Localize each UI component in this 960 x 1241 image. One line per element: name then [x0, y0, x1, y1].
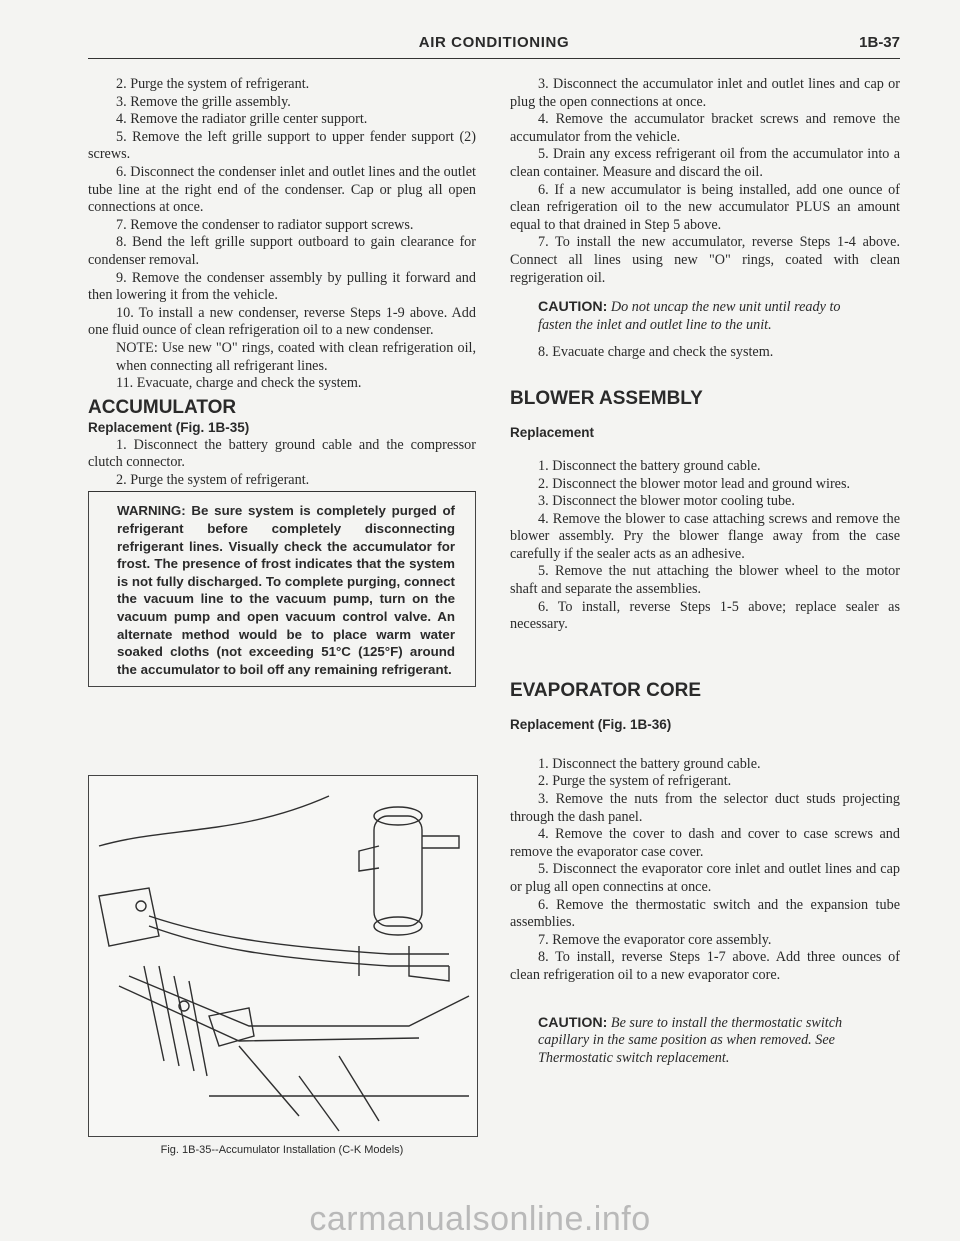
step: 11. Evacuate, charge and check the system.	[116, 375, 362, 392]
step: 5. Drain any excess refrigerant oil from the accumulator into a clean container. Measure and discard the oil.	[510, 146, 900, 180]
warning-box: WARNING: Be sure system is completely purged of refrigerant before completely disconnecting refrigerant lines. Visually check the accumulator for frost. The presence of frost indicates that the system is not fully discharged. To complete purging, connect the vacuum line to the vacuum pump, turn on the vacuum pump and open vacuum control valve. An alternate method would be to place warm water soaked cloths (not exceeding 51°C (125°F) around the accumulator to boil off any remaining refrigerant.	[88, 491, 476, 687]
step: 2. Disconnect the blower motor lead and ground wires.	[538, 475, 851, 492]
caution-note	[510, 1015, 900, 1068]
step: 5. Remove the nut attaching the blower wheel to the motor shaft and separate the assemblies.	[510, 563, 900, 598]
step: 1. Disconnect the battery ground cable.	[538, 755, 761, 772]
step: 8. To install, reverse Steps 1-7 above. Add three ounces of clean refrigeration oil to a new evaporator core.	[510, 949, 900, 983]
step: 6. If a new accumulator is being installed, add one ounce of clean refrigeration oil to the new accumulator PLUS an amount equal to that drained in Step 5 above.	[510, 181, 900, 233]
step: 6. To install, reverse Steps 1-5 above; replace sealer as necessary.	[510, 598, 900, 633]
step: 7. To install the new accumulator, reverse Steps 1-4 above. Connect all lines using new "O" rings, coated with clean regrigeration oil.	[510, 234, 900, 286]
figure-caption: Fig. 1B-35--Accumulator Installation (C-K Models)	[160, 1144, 404, 1156]
caution-note	[510, 299, 900, 334]
accumulator-figure	[88, 775, 478, 1137]
caution-text: Be sure to install the thermostatic switch capillary in the same position as when removed. See Thermostatic switch replacement.	[538, 1014, 843, 1066]
blower-heading: BLOWER ASSEMBLY	[510, 387, 703, 409]
right-column	[510, 76, 900, 1067]
caution-text: Do not uncap the new unit until ready to fasten the inlet and outlet line to the unit.	[538, 299, 841, 333]
step: 8. Evacuate charge and check the system.	[538, 344, 774, 361]
evaporator-heading: EVAPORATOR CORE	[510, 679, 702, 701]
step: 2. Purge the system of refrigerant.	[538, 773, 732, 790]
step: 4. Remove the cover to dash and cover to case screws and remove the evaporator case cover.	[510, 826, 900, 860]
step: 1. Disconnect the battery ground cable.	[538, 457, 761, 474]
watermark: carmanualsonline.info	[309, 1200, 651, 1238]
step: 9. Remove the condenser assembly by pulling it forward and then lowering it from the vehicle.	[88, 269, 476, 304]
step: 3. Remove the grille assembly.	[116, 93, 291, 110]
step: 4. Remove the blower to case attaching screws and remove the blower assembly. Pry the blower flange away from the case carefully if the sealer acts as an adhesive.	[510, 510, 900, 562]
evaporator-subheading: Replacement (Fig. 1B-36)	[510, 716, 672, 732]
step: 5. Disconnect the evaporator core inlet and outlet lines and cap or plug all open connectins at once.	[510, 861, 900, 895]
caution-label: CAUTION:	[538, 1014, 608, 1031]
page-header	[88, 28, 900, 59]
step: 6. Remove the thermostatic switch and the expansion tube assemblies.	[510, 896, 900, 931]
note: NOTE: Use new "O" rings, coated with clean refrigeration oil, when connecting all refrigerant lines.	[116, 339, 476, 374]
accumulator-subheading: Replacement (Fig. 1B-35)	[88, 419, 250, 435]
step: 4. Remove the accumulator bracket screws and remove the accumulator from the vehicle.	[510, 111, 900, 145]
blower-subheading: Replacement	[510, 424, 595, 440]
step: 3. Disconnect the blower motor cooling tube.	[538, 493, 795, 510]
page-number: 1B-37	[859, 34, 900, 51]
left-column	[88, 76, 476, 687]
step: 6. Disconnect the condenser inlet and outlet lines and the outlet tube line at the right end of the condenser. Cap or plug all open connections at once.	[88, 163, 476, 216]
step: 8. Bend the left grille support outboard to gain clearance for condenser removal.	[88, 234, 476, 268]
step: 5. Remove the left grille support to upper fender support (2) screws.	[88, 128, 476, 163]
step: 1. Disconnect the battery ground cable and the compressor clutch connector.	[88, 436, 476, 471]
step: 4. Remove the radiator grille center support.	[116, 111, 368, 128]
step: 10. To install a new condenser, reverse Steps 1-9 above. Add one fluid ounce of clean refrigeration oil to a new condenser.	[88, 304, 476, 339]
step: 3. Disconnect the accumulator inlet and outlet lines and cap or plug the open connections at once.	[510, 76, 900, 110]
step: 7. Remove the condenser to radiator support screws.	[116, 216, 414, 233]
accumulator-illustration	[89, 776, 477, 1136]
step: 2. Purge the system of refrigerant.	[116, 471, 310, 488]
caution-label: CAUTION:	[538, 299, 608, 316]
page-title: AIR CONDITIONING	[418, 34, 570, 51]
step: 7. Remove the evaporator core assembly.	[538, 931, 772, 948]
accumulator-heading: ACCUMULATOR	[88, 396, 237, 418]
step: 3. Remove the nuts from the selector duct studs projecting through the dash panel.	[510, 791, 900, 825]
step: 2. Purge the system of refrigerant.	[116, 76, 310, 92]
